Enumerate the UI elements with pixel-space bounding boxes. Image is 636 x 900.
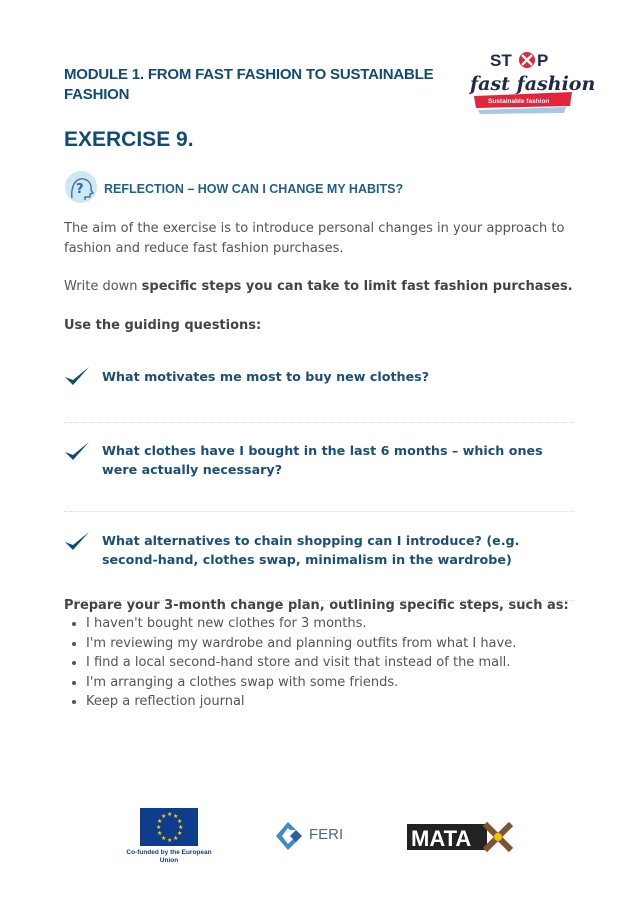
exercise-title: EXERCISE 9. bbox=[64, 128, 194, 151]
intro-paragraph: The aim of the exercise is to introduce personal changes in your approach to fashion and reduce fast fashion purchases. bbox=[64, 221, 565, 256]
svg-text:★: ★ bbox=[173, 813, 179, 820]
logo-ribbon-text: Sustainable fashion bbox=[488, 98, 550, 105]
plan-steps-list bbox=[64, 614, 586, 712]
stop-fast-fashion-logo bbox=[466, 46, 596, 120]
instruction-prefix: Write down bbox=[64, 279, 142, 294]
list-item: • I'm arranging a clothes swap with some friends. bbox=[86, 673, 586, 693]
svg-text:★: ★ bbox=[177, 818, 183, 825]
svg-text:★: ★ bbox=[167, 811, 173, 818]
answer-line-2 bbox=[64, 511, 574, 512]
svg-text:★: ★ bbox=[167, 837, 173, 844]
eu-cofunded-text: Co-funded by the European Union bbox=[126, 849, 212, 864]
logo-st-text: ST bbox=[490, 51, 512, 70]
svg-text:?: ? bbox=[76, 182, 84, 197]
list-item: • I find a local second-hand store and visit that instead of the mall. bbox=[86, 653, 586, 673]
question-1: What motivates me most to buy new clothes? bbox=[102, 369, 430, 384]
mata-logo bbox=[407, 822, 513, 852]
checkmark-icon bbox=[64, 440, 90, 462]
reflection-title: REFLECTION – HOW CAN I CHANGE MY HABITS? bbox=[104, 182, 404, 196]
question-head-icon bbox=[64, 170, 98, 204]
svg-text:★: ★ bbox=[177, 830, 183, 837]
mata-text: MATA bbox=[411, 826, 472, 851]
svg-text:★: ★ bbox=[173, 835, 179, 842]
logo-p-text: P bbox=[537, 51, 549, 70]
checkmark-icon bbox=[64, 530, 90, 552]
svg-text:★: ★ bbox=[157, 830, 163, 837]
svg-text:★: ★ bbox=[178, 824, 184, 831]
svg-text:★: ★ bbox=[161, 813, 167, 820]
svg-text:★: ★ bbox=[161, 835, 167, 842]
module-title: MODULE 1. FROM FAST FASHION TO SUSTAINABLE FASHION bbox=[64, 66, 434, 103]
list-item: • I haven't bought new clothes for 3 months. bbox=[86, 614, 586, 634]
question-2: What clothes have I bought in the last 6 months – which ones were actually necessary? bbox=[102, 443, 543, 477]
svg-text:★: ★ bbox=[156, 824, 162, 831]
feri-text: FERI bbox=[309, 826, 344, 843]
instruction-bold: specific steps you can take to limit fast fashion purchases. bbox=[141, 279, 573, 294]
logo-script-text: fast fashion bbox=[470, 73, 596, 95]
plan-title: Prepare your 3-month change plan, outlining specific steps, such as: bbox=[64, 598, 569, 613]
answer-line-1 bbox=[64, 422, 574, 423]
list-item: • I'm reviewing my wardrobe and planning outfits from what I have. bbox=[86, 634, 586, 654]
list-item: • Keep a reflection journal bbox=[86, 692, 586, 712]
question-3: What alternatives to chain shopping can I introduce? (e.g. second-hand, clothes swap, minimalism in the wardrobe) bbox=[102, 533, 520, 567]
instruction-paragraph bbox=[64, 277, 584, 297]
eu-flag-icon bbox=[140, 808, 198, 846]
svg-text:★: ★ bbox=[157, 818, 163, 825]
checkmark-icon bbox=[64, 365, 90, 387]
guiding-label: Use the guiding questions: bbox=[64, 318, 262, 333]
